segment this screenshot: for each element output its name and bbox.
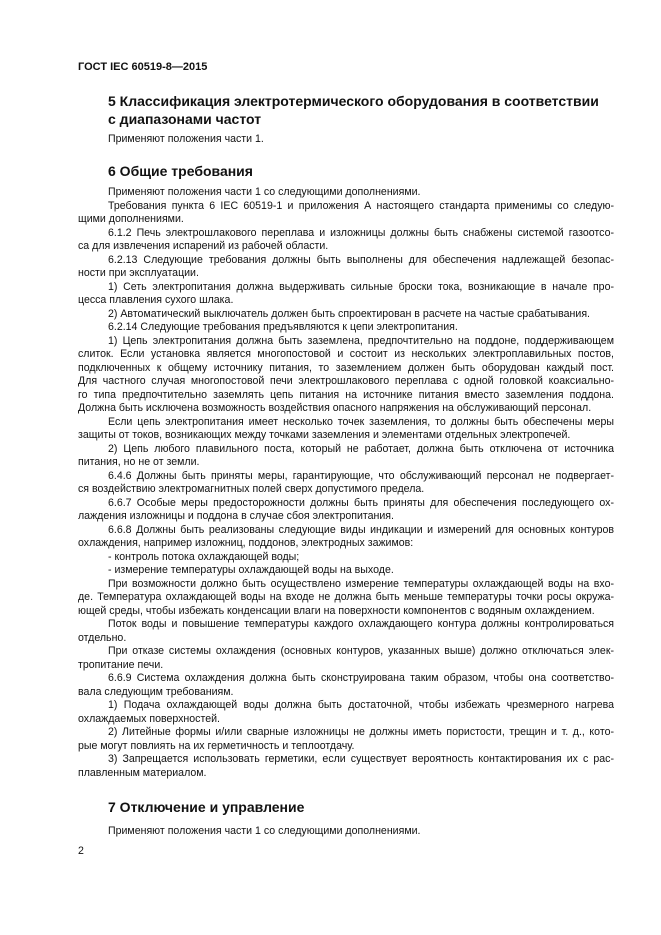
section-7-text: Применяют положения части 1 со следующими дополнениями.: [108, 825, 421, 837]
text-line: цесса плавления сухого шлака.: [78, 294, 234, 306]
text-line: ся воздействию электромагнитных полей сверх допустимого предела.: [78, 483, 425, 495]
text-line: 2) Автоматический выключатель должен быть спроектирован в расчете на частые срабатывания.: [108, 307, 590, 320]
text-line: 6.6.8 Должны быть реализованы следующие виды индикации и измерений для основных контуров: [108, 523, 614, 536]
text-line: 6.1.2 Печь электрошлакового переплава и изложницы должны быть снабжены системой газоотсо-: [108, 226, 614, 239]
page-number: 2: [78, 845, 84, 857]
section-6-body: [78, 186, 614, 780]
text-line: Применяют положения части 1 со следующими дополнениями.: [108, 186, 421, 198]
text-line: тропитание печи.: [78, 658, 164, 671]
text-line: защиты от токов, возникающих между точками заземления и элементами отдельных электропечей.: [78, 429, 571, 441]
paragraph: [78, 227, 614, 254]
paragraph: [78, 672, 614, 699]
text-line: охлаждаемых поверхностей.: [78, 712, 220, 725]
text-line: охлаждения, например изложниц, поддонов, электродных зажимов:: [78, 537, 414, 549]
text-line: плавленным материалом.: [78, 766, 207, 779]
paragraph: [78, 726, 614, 753]
paragraph: [78, 254, 614, 281]
paragraph: [78, 200, 614, 227]
text-line: са для извлечения испарений из рабочей области.: [78, 240, 329, 252]
text-line: Для частного случая многопостовой печи электрошлакового переплава с одной головкой коаксиально-: [78, 375, 614, 387]
text-line: При отказе системы охлаждения (основных контуров, указанных выше) должно отключаться элек-: [108, 645, 614, 657]
paragraph: [78, 699, 614, 726]
text-line: 1) Подача охлаждающей воды должна быть достаточной, чтобы избежать чрезмерного нагрева: [108, 699, 614, 711]
text-line: При возможности должно быть осуществлено измерение температуры охлаждающей воды на вхо-: [108, 577, 614, 590]
paragraph: [78, 281, 614, 308]
text-line: ности при эксплуатации.: [78, 267, 199, 279]
paragraph: [78, 551, 614, 565]
text-line: 2) Цепь любого плавильного поста, который не работает, должна быть отключена от источника: [108, 442, 614, 455]
text-line: го типа предпочтительно заземлять цепь питания на источнике питания вместо заземления поддона.: [78, 388, 614, 401]
text-line: ющей среды, чтобы избежать конденсации влаги на поверхности компонентов с водяным охлаждением.: [78, 604, 595, 617]
text-line: 6.6.7 Особые меры предосторожности должны быть приняты для обеспечения последующего ох-: [108, 496, 614, 509]
paragraph: [78, 321, 614, 335]
text-line: питания, но не от земли.: [78, 456, 200, 468]
text-line: 6.2.13 Следующие требования должны быть выполнены для обеспечения надлежащей безопас-: [108, 253, 614, 266]
text-line: 3) Запрещается использовать герметики, если существует вероятность контактирования их с рас-: [108, 753, 614, 765]
text-line: лаждения изложницы и поддона в случае сбоя электропитания.: [78, 510, 394, 522]
section-5-text: Применяют положения части 1.: [108, 133, 264, 145]
paragraph: [78, 470, 614, 497]
text-line: рые могут повлиять на их герметичность и теплоотдачу.: [78, 739, 355, 752]
text-line: 1) Цепь электропитания должна быть заземлена, предпочтительно на поддоне, поддерживающем: [108, 334, 614, 347]
paragraph: [78, 443, 614, 470]
section-5-heading-line2: с диапазонами частот: [108, 111, 262, 127]
paragraph: [78, 645, 614, 672]
text-line: 6.4.6 Должны быть приняты меры, гарантирующие, что обслуживающий персонал не подвергает-: [108, 469, 614, 482]
text-line: Если цепь электропитания имеет несколько точек заземления, то должны быть обеспечены меры: [108, 415, 614, 428]
paragraph: [78, 524, 614, 551]
paragraph: [78, 618, 614, 645]
text-line: 1) Сеть электропитания должна выдерживать сильные броски тока, возникающие в начале про-: [108, 280, 614, 293]
text-line: щими дополнениями.: [78, 213, 184, 225]
paragraph: [78, 335, 614, 416]
section-7-heading: 7 Отключение и управление: [108, 799, 305, 815]
section-6-heading: 6 Общие требования: [108, 163, 253, 179]
text-line: - измерение температуры охлаждающей воды на выходе.: [108, 564, 394, 576]
text-line: Поток воды и повышение температуры каждого охлаждающего контура должны контролироваться: [108, 618, 614, 630]
paragraph: [78, 753, 614, 780]
text-line: слиток. Если установка является многопостовой и состоит из нескольких электроплавильных постов,: [78, 348, 614, 360]
text-line: отдельно.: [78, 631, 127, 644]
section-5-heading-line1: 5 Классификация электротермического оборудования в соответствии: [108, 93, 599, 109]
document-header: ГОСТ IEC 60519-8—2015: [78, 61, 208, 73]
text-line: подключенных к общему источнику питания, то заземлением должен быть оборудован каждый пост.: [78, 361, 614, 374]
text-line: 6.6.9 Система охлаждения должна быть сконструирована таким образом, чтобы она соответство-: [108, 672, 614, 684]
text-line: 2) Литейные формы и/или сварные изложницы не должны иметь пористости, трещин и т. д., кото-: [108, 726, 614, 738]
paragraph: [78, 578, 614, 619]
text-line: вала следующим требованиям.: [78, 685, 234, 698]
paragraph: [78, 186, 614, 200]
paragraph: [78, 497, 614, 524]
text-line: Требования пункта 6 IEC 60519-1 и приложения А настоящего стандарта применимы со следую-: [108, 199, 614, 212]
text-line: де. Температура охлаждающей воды на входе не должна быть меньше температуры точки росы окружа-: [78, 591, 614, 603]
text-line: 6.2.14 Следующие требования предъявляются к цепи электропитания.: [108, 321, 458, 333]
paragraph: [78, 416, 614, 443]
text-line: - контроль потока охлаждающей воды;: [108, 550, 300, 563]
paragraph: [78, 564, 614, 578]
text-line: Должна быть исключена возможность воздействия опасного напряжения на обслуживающий персонал.: [78, 402, 592, 414]
paragraph: [78, 308, 614, 322]
